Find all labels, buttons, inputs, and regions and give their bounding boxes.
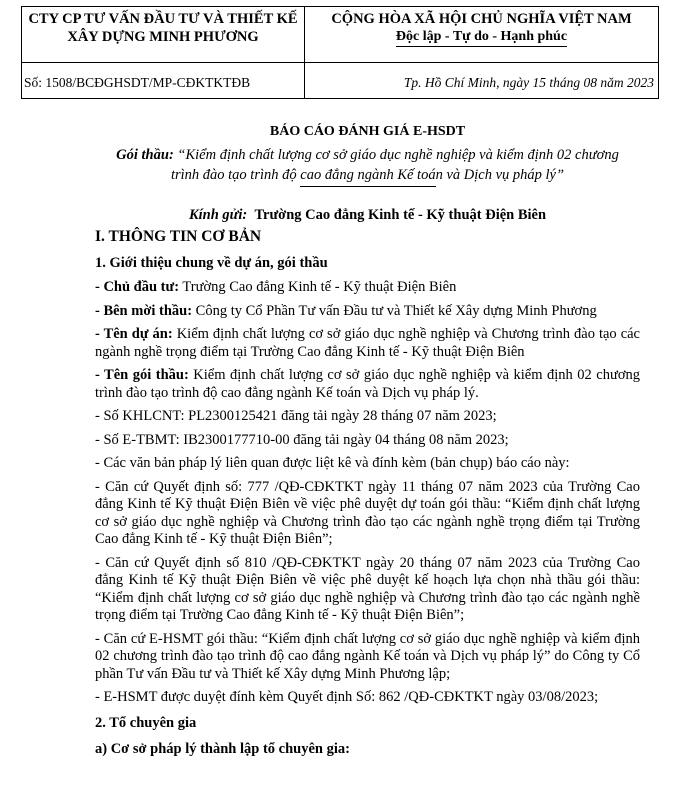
- ehsmt-approval: - E-HSMT được duyệt đính kèm Quyết định Số: 862 /QĐ-CĐKTKT ngày 03/08/2023;: [95, 689, 599, 705]
- project-line: [95, 326, 640, 361]
- section-heading-1: I. THÔNG TIN CƠ BẢN: [95, 228, 262, 245]
- inviter-label: - Bên mời thầu:: [95, 302, 193, 319]
- recipient-label: Kính gửi:: [188, 207, 248, 223]
- legal-docs-intro: - Các văn bản pháp lý liên quan được liệt kê và đính kèm (bản chụp) báo cáo này:: [95, 455, 570, 471]
- nation-name: CỘNG HÒA XÃ HỘI CHỦ NGHĨA VIỆT NAM: [331, 11, 632, 27]
- project-label: - Tên dự án:: [95, 326, 173, 342]
- subsection-heading-2: 2. Tổ chuyên gia: [95, 714, 197, 731]
- subsection-heading-2a: a) Cơ sở pháp lý thành lập tổ chuyên gia:: [95, 740, 350, 757]
- report-body: [95, 122, 640, 759]
- document-number: Số: 1508/BCĐGHSDT/MP-CĐKTKTĐB: [22, 63, 305, 99]
- package-name-label: - Tên gói thầu:: [95, 367, 189, 383]
- inviter-value: Công ty Cổ Phần Tư vấn Đầu tư và Thiết kế Xây dựng Minh Phương: [192, 302, 597, 319]
- project-value: Kiểm định chất lượng cơ sở giáo dục nghề nghiệp và Chương trình đào tạo các ngành nghề trọng điểm tại Trường Cao đẳng Kinh tế - Kỹ thuật Điện Biên: [95, 326, 640, 360]
- inviter-line: [95, 303, 640, 321]
- owner-line: [95, 279, 640, 297]
- khlcnt-line: - Số KHLCNT: PL2300125421 đăng tải ngày 28 tháng 07 năm 2023;: [95, 408, 497, 424]
- owner-label: - Chủ đầu tư:: [95, 279, 180, 295]
- organization-name: CTY CP TƯ VẤN ĐẦU TƯ VÀ THIẾT KẾ XÂY DỰNG MINH PHƯƠNG: [22, 7, 305, 63]
- etbmt-line: - Số E-TBMT: IB2300177710-00 đăng tải ngày 04 tháng 08 năm 2023;: [95, 431, 509, 448]
- motto-text: Độc lập - Tự do - Hạnh phúc: [396, 29, 567, 47]
- subsection-heading-1: 1. Giới thiệu chung về dự án, gói thầu: [95, 255, 328, 271]
- basis-decision-810: - Căn cứ Quyết định số 810 /QĐ-CĐKTKT ngày 20 tháng 07 năm 2023 của Trường Cao đẳng Kinh tế Kỹ thuật Điện Biên về việc phê duyệt kế hoạch lựa chọn nhà thầu gói thầu: “Kiểm định chất lượng cơ sở giáo dục nghề nghiệp và Chương trình đào tạo các ngành nghề trọng điểm tại Trường Cao đẳng Kinh tế - Kỹ thuật Điện Biên”;: [95, 554, 640, 623]
- recipient-name: Trường Cao đẳng Kinh tế - Kỹ thuật Điện Biên: [254, 207, 547, 223]
- place-date: Tp. Hồ Chí Minh, ngày 15 tháng 08 năm 2023: [305, 63, 659, 99]
- package-name-value: Kiểm định chất lượng cơ sở giáo dục nghề nghiệp và kiểm định 02 chương trình đào tạo trình độ cao đẳng ngành Kế toán và Dịch vụ pháp lý.: [95, 367, 640, 401]
- owner-value: Trường Cao đẳng Kinh tế - Kỹ thuật Điện Biên: [179, 279, 457, 295]
- package-label: Gói thầu:: [116, 147, 174, 163]
- title-underline: [300, 186, 436, 187]
- motto-line: [305, 28, 658, 46]
- package-line-1: “Kiểm định chất lượng cơ sở giáo dục nghề nghiệp và kiểm định 02 chương: [173, 147, 619, 163]
- report-title: BÁO CÁO ĐÁNH GIÁ E-HSDT: [269, 124, 466, 139]
- package-name-line: [95, 367, 640, 402]
- header-table: [21, 6, 659, 99]
- basis-decision-777: - Căn cứ Quyết định số: 777 /QĐ-CĐKTKT ngày 11 tháng 07 năm 2023 của Trường Cao đẳng Kinh tế Kỹ thuật Điện Biên về việc phê duyệt dự toán gói thầu: “Kiểm định chất lượng cơ sở giáo dục nghề nghiệp và Chương trình đào tạo các ngành nghề trọng điểm tại Trường Cao đẳng Kinh tế - Kỹ thuật Điện Biên”;: [95, 478, 640, 547]
- recipient-line: [95, 205, 640, 225]
- national-heading: [305, 7, 659, 63]
- package-line-2: trình đào tạo trình độ cao đẳng ngành Kế toán và Dịch vụ pháp lý”: [170, 167, 565, 183]
- package-heading: [95, 145, 640, 185]
- basis-ehsmt: - Căn cứ E-HSMT gói thầu: “Kiểm định chất lượng cơ sở giáo dục nghề nghiệp và kiểm định 02 chương trình đào tạo trình độ cao đẳng ngành Kế toán và Dịch vụ pháp lý” do Công ty Cổ phần Tư vấn Đầu tư và Thiết kế Xây dựng Minh Phương lập;: [95, 630, 640, 682]
